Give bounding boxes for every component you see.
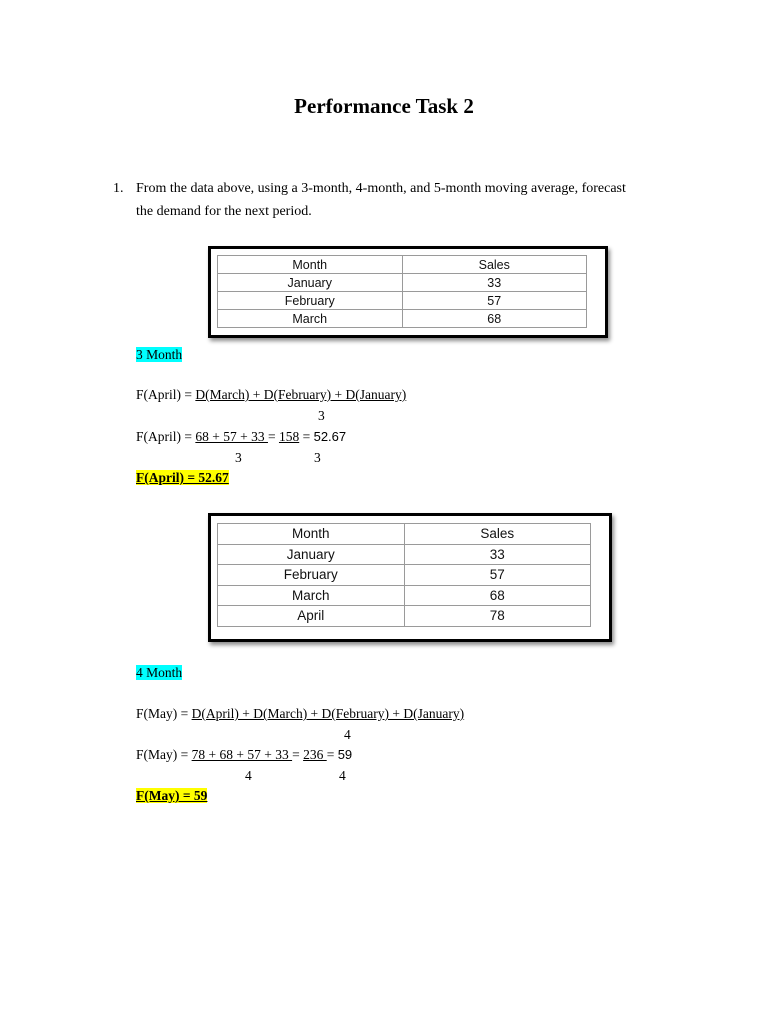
calc-result: 52.67 xyxy=(313,429,347,444)
four-month-calculation: F(May) = 78 + 68 + 57 + 33 = 236 = 59 xyxy=(136,747,353,762)
header-sales: Sales xyxy=(402,256,587,274)
cell-sales: 78 xyxy=(404,606,591,627)
calc-numerator: 68 + 57 + 33 xyxy=(195,429,268,444)
formula-numerator: D(March) + D(February) + D(January) xyxy=(195,387,407,402)
table-row xyxy=(218,544,591,565)
calc-denominator-2: 3 xyxy=(314,450,321,465)
three-month-calculation: F(April) = 68 + 57 + 33 = 158 = 52.67 xyxy=(136,429,347,444)
sales-table-2-frame xyxy=(208,513,612,642)
three-month-formula: F(April) = D(March) + D(February) + D(January) xyxy=(136,387,407,402)
cell-month: January xyxy=(218,274,403,292)
four-month-formula: F(May) = D(April) + D(March) + D(February) + D(January) xyxy=(136,706,465,721)
header-sales: Sales xyxy=(404,524,591,545)
header-month: Month xyxy=(218,524,405,545)
sales-table-1 xyxy=(217,255,587,328)
question-text-line1: From the data above, using a 3-month, 4-month, and 5-month moving average, forecast xyxy=(136,181,626,196)
cell-sales: 33 xyxy=(404,544,591,565)
three-month-answer: F(April) = 52.67 xyxy=(136,470,229,485)
four-month-label: 4 Month xyxy=(136,665,183,680)
cell-sales: 33 xyxy=(402,274,587,292)
formula-denominator: 3 xyxy=(318,408,325,423)
table-row xyxy=(218,585,591,606)
cell-month: April xyxy=(218,606,405,627)
cell-month: January xyxy=(218,544,405,565)
table-row xyxy=(218,565,591,586)
table-row xyxy=(218,606,591,627)
cell-month: March xyxy=(218,310,403,328)
sales-table-2 xyxy=(217,523,591,627)
calc-result: 59 xyxy=(337,747,353,762)
table-header-row xyxy=(218,256,587,274)
cell-sales: 57 xyxy=(402,292,587,310)
cell-month: February xyxy=(218,565,405,586)
cell-sales: 68 xyxy=(404,585,591,606)
cell-month: March xyxy=(218,585,405,606)
three-month-label: 3 Month xyxy=(136,347,183,362)
four-month-answer: F(May) = 59 xyxy=(136,788,208,803)
formula-numerator: D(April) + D(March) + D(February) + D(January) xyxy=(191,706,465,721)
calc-denominator-1: 3 xyxy=(235,450,242,465)
table-row xyxy=(218,274,587,292)
calc-denominator-1: 4 xyxy=(245,768,252,783)
calc-sum: 158 xyxy=(278,429,300,444)
calc-denominator-2: 4 xyxy=(339,768,346,783)
table-header-row xyxy=(218,524,591,545)
question-number: 1. xyxy=(113,181,124,196)
sales-table-1-frame xyxy=(208,246,608,338)
cell-sales: 68 xyxy=(402,310,587,328)
question-text-line2: the demand for the next period. xyxy=(136,204,312,219)
formula-denominator: 4 xyxy=(344,727,351,742)
page-title: Performance Task 2 xyxy=(294,94,474,118)
table-row xyxy=(218,292,587,310)
cell-month: February xyxy=(218,292,403,310)
calc-numerator: 78 + 68 + 57 + 33 xyxy=(191,747,293,762)
table-row xyxy=(218,310,587,328)
calc-sum: 236 xyxy=(303,747,327,762)
cell-sales: 57 xyxy=(404,565,591,586)
header-month: Month xyxy=(218,256,403,274)
